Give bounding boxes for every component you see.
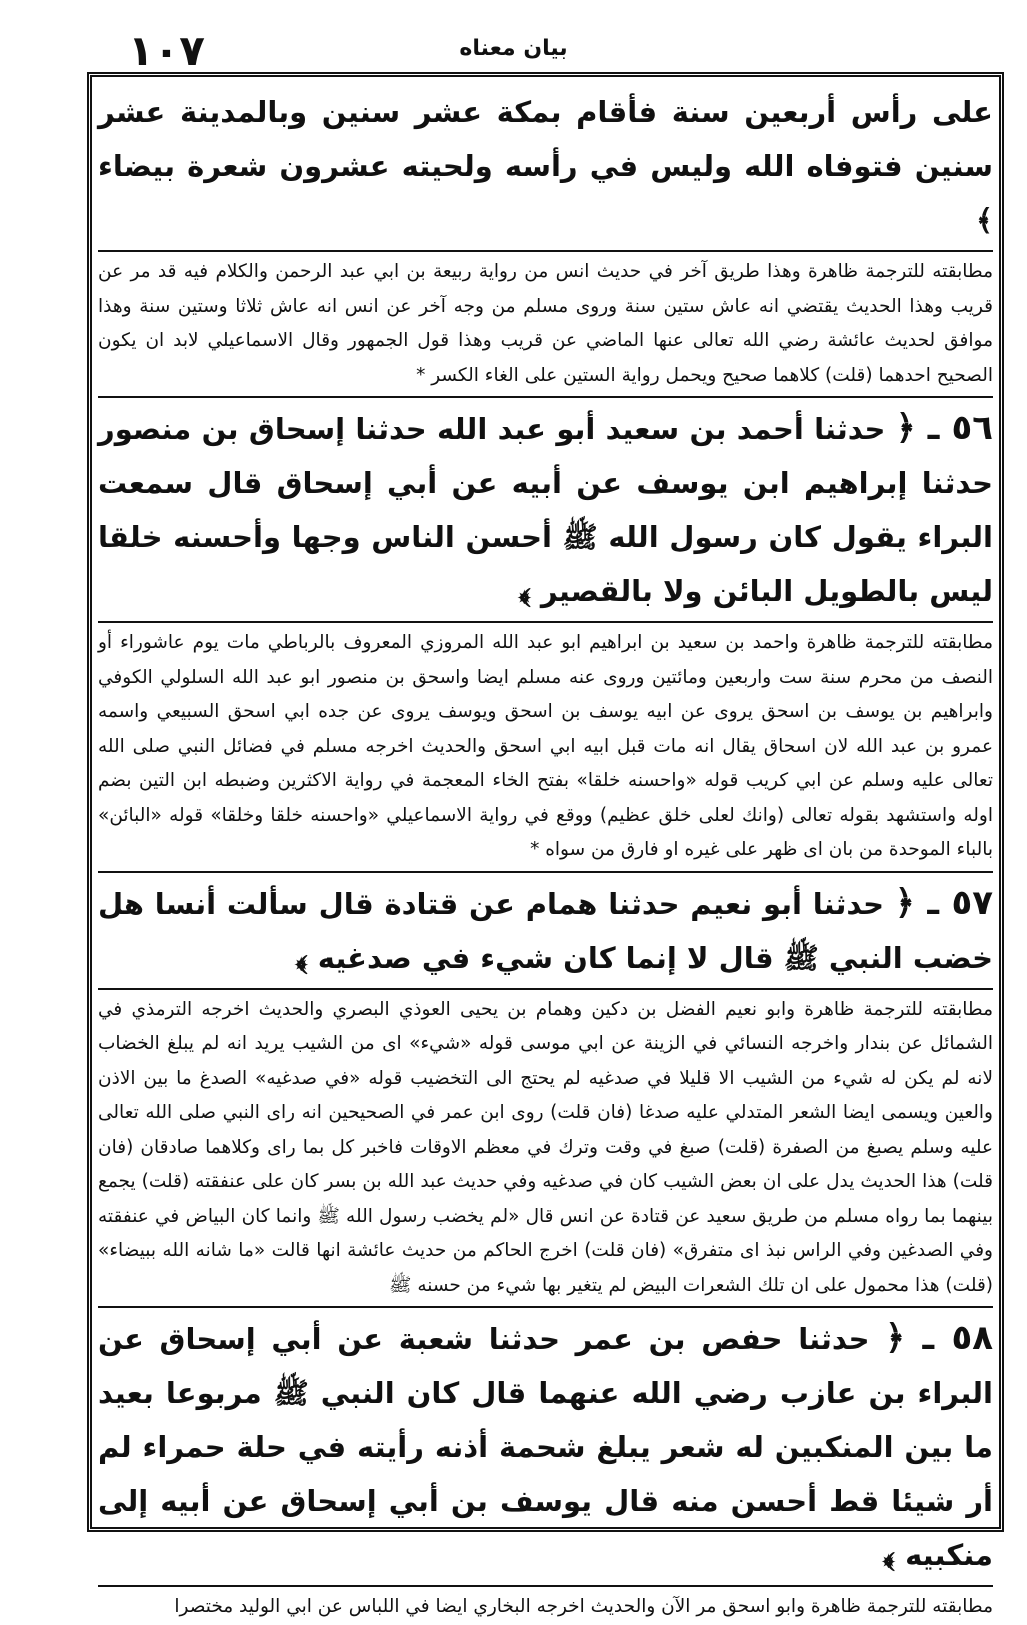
section-divider xyxy=(98,988,993,990)
hadith-text: حدثنا أحمد بن سعيد أبو عبد الله حدثنا إسحاق بن منصور حدثنا إبراهيم ابن يوسف عن أبيه عن أبي إسحاق قال سمعت البراء يقول كان رسول الله ﷺ أحسن الناس وجها وأحسنه خلقا ليس بالطويل البائن ولا بالقصير ﴾ xyxy=(98,412,993,608)
page-header xyxy=(0,0,1027,75)
hadith-text: على رأس أربعين سنة فأقام بمكة عشر سنين وبالمدينة عشر سنين فتوفاه الله وليس في رأسه ولحيته عشرون شعرة بيضاء ﴾ xyxy=(98,95,993,237)
hadith-56 xyxy=(98,401,993,618)
section-divider xyxy=(98,1306,993,1308)
hadith-text: حدثنا حفص بن عمر حدثنا شعبة عن أبي إسحاق عن البراء بن عازب رضي الله عنهما قال كان النبي ﷺ مربوعا بعيد ما بين المنكبين له شعر يبلغ شحمة أذنه رأيته في حلة حمراء لم أر شيئا قط أحسن منه قال يوسف بن أبي إسحاق عن أبيه إلى منكبيه ﴾ xyxy=(98,1322,993,1572)
hadith-57 xyxy=(98,876,993,985)
commentary-paragraph xyxy=(98,255,993,393)
commentary-text: مطابقته للترجمة ظاهرة واحمد بن سعيد بن ابراهيم ابو عبد الله المروزي المعروف بالرباطي مات يوم عاشوراء أو النصف من محرم سنة ست واربعين ومائتين وروى عنه مسلم ايضا واسحق بن منصور ابو عبد الله السلولي الكوفي وابراهيم بن يوسف بن اسحق يروى عن ابيه يوسف بن اسحق ويوسف يروى عن جده ابي اسحق السبيعي واسمه عمرو بن عبد الله لان اسحاق يقال انه مات قبل ابيه ابي اسحق والحديث اخرجه مسلم في فضائل النبي صلى الله تعالى عليه وسلم عن ابي كريب قوله «واحسنه خلقا» بفتح الخاء المعجمة في رواية الاكثرين وضبطه ابن التين بضم اوله واستشهد بقوله تعالى (وانك لعلى خلق عظيم) ووقع في رواية الاسماعيلي «واحسنه خلقا وخلقا» قوله «البائن» بالباء الموحدة من بان اى ظهر على غيره او فارق من سواه * xyxy=(98,632,993,860)
hadith-number: ٥٦ ـ ﴿ xyxy=(895,408,993,448)
commentary-paragraph xyxy=(98,626,993,868)
hadith-text: حدثنا أبو نعيم حدثنا همام عن قتادة قال سألت أنسا هل خضب النبي ﷺ قال لا إنما كان شيء في صدغيه ﴾ xyxy=(98,886,993,975)
section-divider xyxy=(98,396,993,398)
commentary-paragraph xyxy=(98,993,993,1304)
page-number: ١٠٧ xyxy=(128,26,205,75)
section-divider xyxy=(98,871,993,873)
section-divider xyxy=(98,1585,993,1587)
hadith-number: ٥٧ ـ ﴿ xyxy=(894,882,993,923)
commentary-text: مطابقته للترجمة ظاهرة وابو نعيم الفضل بن دكين وهمام بن يحيى العوذي البصري والحديث اخرجه الترمذي في الشمائل عن بندار واخرجه النسائي في الزينة عن ابي موسى قوله «شيء» اى من الشيب يريد انه لم يبلغ الخضاب لانه لم يكن له شيء من الشيب الا قليلا في صدغيه لم يحتج الى التخضيب قوله «في صدغيه» الصدغ ما بين الاذن والعين ويسمى ايضا الشعر المتدلي عليه صدغا (فان قلت) روى ابن عمر في الصحيحين انه راى النبي صلى الله تعالى عليه وسلم يصبغ من الصفرة (قلت) صبغ في وقت وترك في معظم الاوقات فاخبر كل بما راى وكلاهما صادقان (فان قلت) هذا الحديث يدل على ان بعض الشيب كان في صدغيه وفي حديث عبد الله بن بسر كان على عنفقته (قلت) يجمع بينهما بما رواه مسلم من طريق سعيد عن قتادة عن انس قال «لم يخضب رسول الله ﷺ وانما كان البياض في عنفقته وفي الصدغين وفي الراس نبذ اى متفرق» (فان قلت) اخرج الحاكم من حديث عائشة انها قالت «ما شانه الله ببيضاء» (قلت) هذا محمول على ان تلك الشعرات البيض لم يتغير بها شيء من حسنه ﷺ xyxy=(98,998,993,1296)
hadith-continuation xyxy=(98,85,993,247)
commentary-paragraph xyxy=(98,1590,993,1625)
section-divider xyxy=(98,621,993,623)
commentary-text: مطابقته للترجمة ظاهرة وابو اسحق مر الآن والحديث اخرجه البخاري ايضا في اللباس عن ابي الوليد مختصرا xyxy=(174,1596,993,1617)
section-divider xyxy=(98,250,993,252)
hadith-58 xyxy=(98,1311,993,1582)
hadith-number: ٥٨ ـ ﴿ xyxy=(885,1318,993,1358)
page-body xyxy=(98,85,993,1617)
running-title: بيان معناه xyxy=(459,36,568,61)
commentary-text: مطابقته للترجمة ظاهرة وهذا طريق آخر في حديث انس من رواية ربيعة بن ابي عبد الرحمن والكلام فيه قد مر عن قريب وهذا الحديث يقتضي انه عاش ستين سنة وروى مسلم من وجه آخر عن انس انه عاش ثلاثا وستين سنة وهذا موافق لحديث عائشة رضي الله تعالى عنها الماضي عن قريب وهذا قول الجمهور وقال الاسماعيلي لابد ان يكون الصحيح احدهما (قلت) كلاهما صحيح ويحمل رواية الستين على الغاء الكسر * xyxy=(98,261,993,386)
